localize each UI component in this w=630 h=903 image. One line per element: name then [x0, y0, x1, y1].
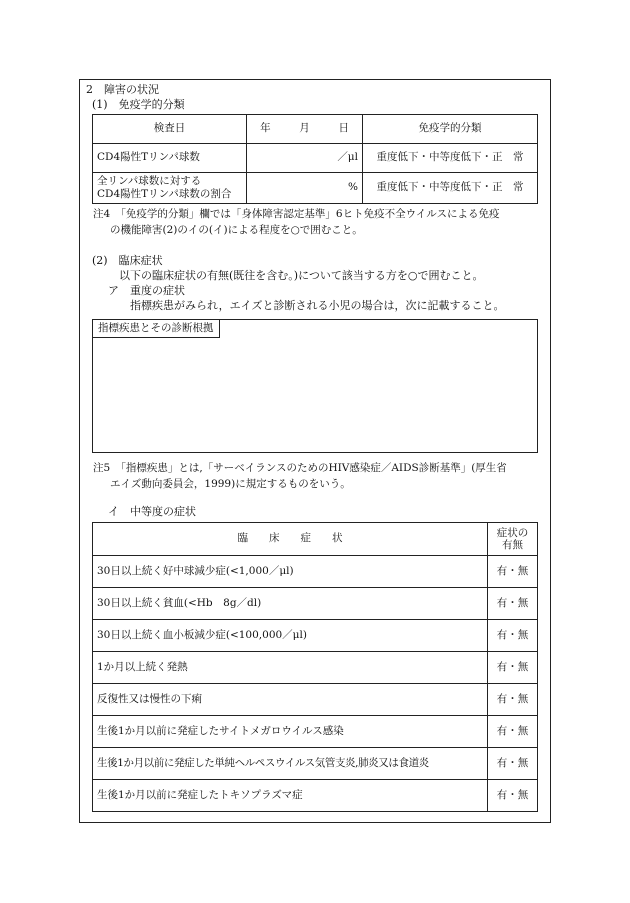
- note-5: 注5 「指標疾患」とは,「サーベイランスのためのHIV感染症／AIDS診断基準」(厚生省 エイズ動向委員会，1999)に規定するものをいう。: [93, 462, 507, 490]
- note-4: 注4 「免疫学的分類」欄では「身体障害認定基準」6ヒト免疫不全ウイルスによる免疫 の機能障害(2)のイの(イ)による程度を○で囲むこと。: [93, 208, 500, 236]
- symptom-name: 生後1か月以前に発症したサイトメガロウイルス感染: [93, 716, 488, 748]
- immuno-heading: (1) 免疫学的分類: [92, 98, 185, 111]
- presence-options[interactable]: 有・無: [488, 748, 538, 780]
- row-label: 全リンパ球数に対する CD4陽性Tリンパ球数の割合: [93, 173, 247, 204]
- severe-description: 指標疾患がみられ，エイズと診断される小児の場合は，次に記載すること。: [130, 299, 505, 312]
- year-label: 年: [260, 122, 271, 135]
- immuno-table: [92, 114, 538, 204]
- presence-column-header: 症状の 有無: [488, 523, 538, 556]
- immuno-row: [93, 173, 538, 204]
- symptom-name: 30日以上続く好中球減少症(<1,000／μl): [93, 556, 488, 588]
- presence-options[interactable]: 有・無: [488, 556, 538, 588]
- symptom-row: [93, 588, 538, 620]
- symptom-row: [93, 556, 538, 588]
- presence-options[interactable]: 有・無: [488, 588, 538, 620]
- symptom-name: 30日以上続く貧血(<Hb 8g／dl): [93, 588, 488, 620]
- diagnosis-box-label: 指標疾患とその診断根拠: [93, 320, 220, 338]
- symptom-row: [93, 780, 538, 812]
- header-classification: 免疫学的分類: [363, 115, 538, 144]
- classification-options[interactable]: 重度低下・中等度低下・正 常: [363, 173, 538, 204]
- symptom-row: [93, 684, 538, 716]
- symptom-name: 1か月以上続く発熱: [93, 652, 488, 684]
- value-field[interactable]: %: [247, 173, 363, 204]
- symptom-name: 生後1か月以前に発症したトキソプラズマ症: [93, 780, 488, 812]
- symptom-row: [93, 652, 538, 684]
- value-field[interactable]: ／μl: [247, 144, 363, 173]
- classification-options[interactable]: 重度低下・中等度低下・正 常: [363, 144, 538, 173]
- symptom-column-header: 臨 床 症 状: [93, 523, 488, 556]
- symptom-name: 生後1か月以前に発症した単純ヘルペスウイルス気管支炎,肺炎又は食道炎: [93, 748, 488, 780]
- presence-options[interactable]: 有・無: [488, 684, 538, 716]
- day-label: 日: [338, 122, 349, 135]
- presence-options[interactable]: 有・無: [488, 780, 538, 812]
- symptom-row: [93, 748, 538, 780]
- clinical-heading: (2) 臨床症状: [92, 254, 163, 267]
- moderate-heading: イ 中等度の症状: [108, 505, 196, 518]
- header-test-date: 検査日: [93, 115, 247, 144]
- immuno-row: [93, 144, 538, 173]
- symptom-name: 30日以上続く血小板減少症(<100,000／μl): [93, 620, 488, 652]
- presence-options[interactable]: 有・無: [488, 620, 538, 652]
- symptom-row: [93, 716, 538, 748]
- severe-heading: ア 重度の症状: [108, 284, 185, 297]
- presence-options[interactable]: 有・無: [488, 652, 538, 684]
- row-label: CD4陽性Tリンパ球数: [93, 144, 247, 173]
- clinical-intro: 以下の臨床症状の有無(既往を含む。)について該当する方を○で囲むこと。: [119, 269, 484, 282]
- immuno-header-row: [93, 115, 538, 144]
- section-title: 2 障害の状況: [86, 83, 159, 96]
- symptom-row: [93, 620, 538, 652]
- presence-options[interactable]: 有・無: [488, 716, 538, 748]
- symptoms-header-row: [93, 523, 538, 556]
- diagnosis-box[interactable]: [92, 319, 538, 453]
- symptom-name: 反復性又は慢性の下痢: [93, 684, 488, 716]
- symptoms-table: [92, 522, 538, 812]
- header-date-fields: [247, 115, 363, 144]
- month-label: 月: [299, 122, 310, 135]
